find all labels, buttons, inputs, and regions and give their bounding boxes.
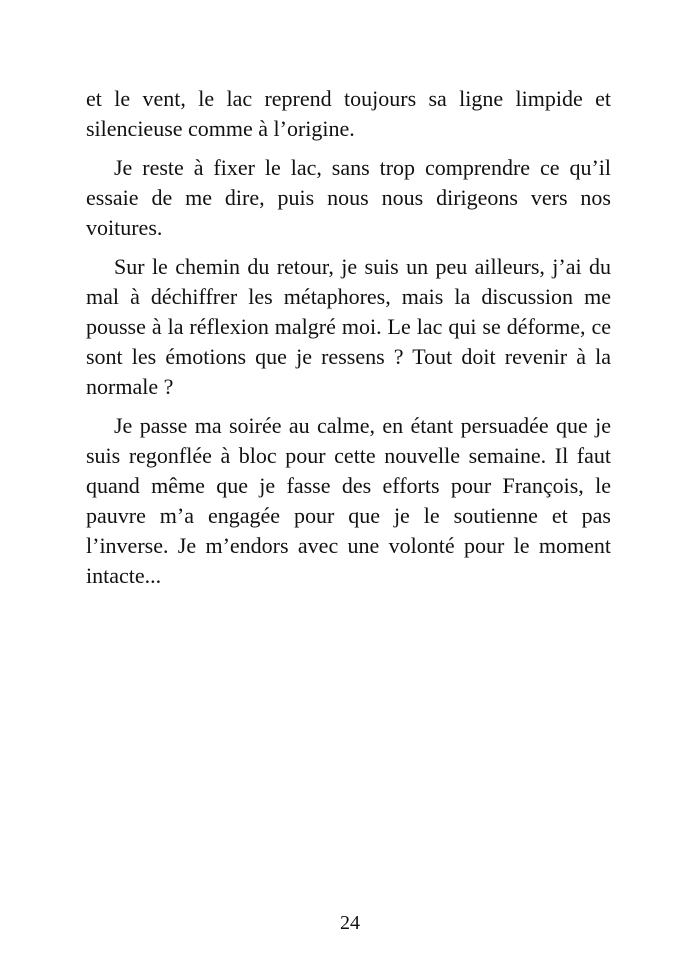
paragraph-continuation: et le vent, le lac reprend toujours sa ligne limpide et silencieuse comme à l’origine.	[86, 86, 611, 141]
paragraph: Je passe ma soirée au calme, en étant persuadée que je suis regonflée à bloc pour cette nouvelle semaine. Il faut quand même que je fasse des efforts pour François, le pauvre m’a engagée pour que je le soutienne et pas l’inverse. Je m’endors avec une volonté pour le moment intacte...	[86, 413, 611, 588]
paragraph: Je reste à fixer le lac, sans trop comprendre ce qu’il essaie de me dire, puis nous nous dirigeons vers nos voitures.	[86, 155, 611, 240]
paragraph: Sur le chemin du retour, je suis un peu ailleurs, j’ai du mal à déchiffrer les métaphores, mais la discussion me pousse à la réflexion malgré moi. Le lac qui se déforme, ce sont les émotions que je ressens ? Tout doit revenir à la normale ?	[86, 254, 611, 399]
page-number: 24	[340, 912, 360, 934]
page-body	[86, 84, 611, 600]
